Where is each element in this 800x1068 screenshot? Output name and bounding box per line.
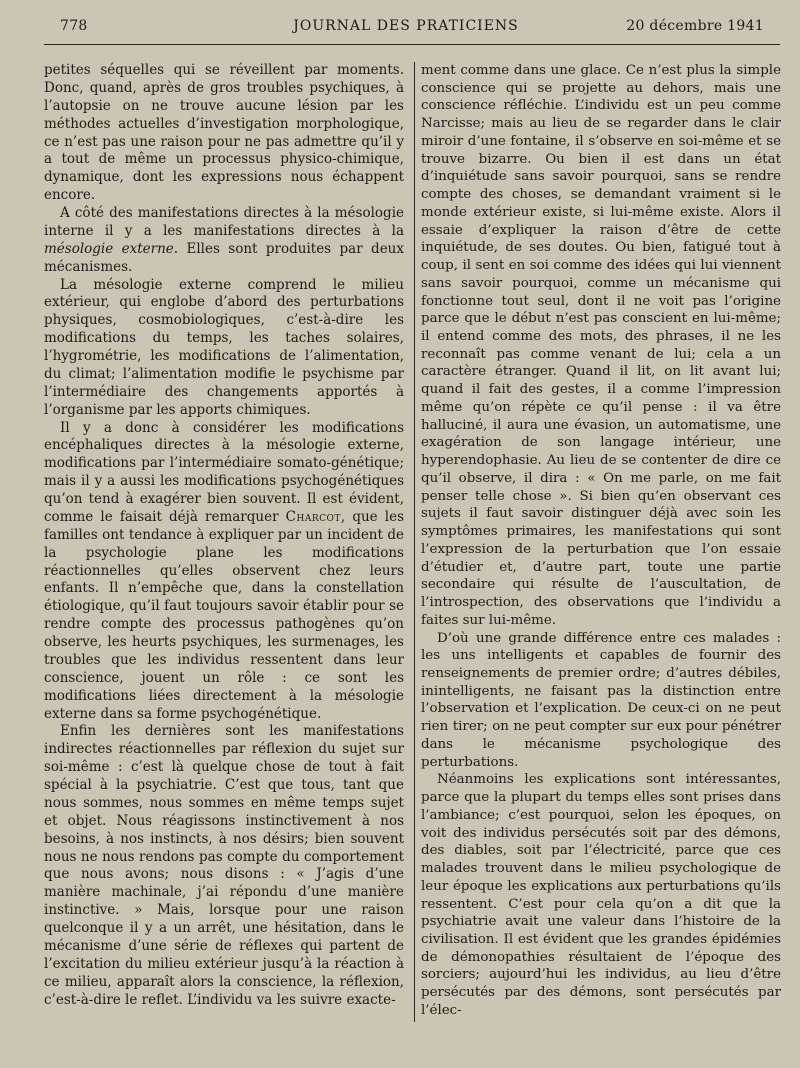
emphasis-term: mésologie externe.	[44, 240, 179, 257]
paragraph-text: A côté des manifestations directes à la mésologie interne il y a les manifestations directes à la	[44, 205, 404, 239]
issue-date: 20 décembre 1941	[626, 18, 764, 34]
journal-title: JOURNAL DES PRATICIENS	[293, 18, 519, 34]
paragraph: Enfin les dernières sont les manifestations indirectes réactionnelles par réflexion du sujet sur soi-même : c’est là quelque chose de tout à fait spécial à la psychiatrie. C’est que tous, tant que nous sommes, nous sommes en même temps sujet et objet. Nous réagissons instinctivement à nos besoins, à nos instincts, à nos désirs; bien souvent nous ne nous rendons pas compte du comportement que nous avons; nous disons : « J’agis d’une manière machinale, j’ai répondu d’une manière instinctive. » Mais, lorsque pour une raison quelconque il y a un arrêt, une hésitation, dans le mécanisme d’une série de réflexes qui partent de l’excitation du milieu extérieur jusqu’à la réaction à ce milieu, apparaît alors la conscience, la réflexion, c’est-à-dire le reflet. L’individu va les suivre exacte-	[44, 723, 404, 1008]
page-number: 778	[60, 18, 88, 34]
paragraph-text: Elles sont produites par deux mécanismes.	[44, 240, 404, 275]
paragraph-text: , que les familles ont tendance à expliquer par un incident de la psychologie plane les modifications réactionnelles qu’elles observent chez leurs enfants. Il n’empêche que, dans la constellation étiologique, qu’il faut toujours savoir établir pour se rendre compte des processus pathogènes qu’on observe, les heurts psychiques, les surmenages, les troubles que les individus ressentent dans leur conscience, jouent un rôle : ce sont les modifications liées directement à la mésologie externe dans sa forme psychogénétique.	[44, 508, 404, 722]
right-column	[421, 62, 781, 1022]
paragraph: Néanmoins les explications sont intéressantes, parce que la plupart du temps elles sont prises dans l’ambiance; c’est pourquoi, selon les époques, on voit des individus persécutés soit par des démons, des diables, soit par l’électricité, parce que ces malades trouvent dans le milieu psychologique de leur époque les explications aux perturbations qu’ils ressentent. C’est pour cela qu’on a dit que la psychiatrie avait une valeur dans l’histoire de la civilisation. Il est évident que les grandes épidémies de démonopathies résultaient de l’époque des sorciers; aujourd’hui les individus, au lieu d’être persécutés par des démons, sont persécutés par l’élec-	[421, 772, 781, 1018]
left-column	[44, 62, 404, 1022]
paragraph: La mésologie externe comprend le milieu extérieur, qui englobe d’abord des perturbations physiques, cosmobiologiques, c’est-à-dire les modifications du temps, les taches solaires, l’hygrométrie, les modifications de l’alimentation, du climat; l’alimentation modifie le psychisme par l’intermédiaire des changements apportés à l’organisme par les apports chimiques.	[44, 276, 404, 418]
paragraph	[44, 205, 404, 277]
paragraph	[44, 420, 404, 724]
paragraph-text: Il y a donc à considérer les modifications encéphaliques directes à la mésologie externe, modifications par l’intermédiaire somato-génétique; mais il y a aussi les modifications psychogénétiques qu’on tend à exagérer bien souvent. Il est évident, comme le faisait déjà remarquer	[44, 419, 404, 525]
column-divider	[414, 62, 415, 1022]
header-rule	[44, 44, 780, 45]
paragraph: petites séquelles qui se réveillent par moments. Donc, quand, après de gros troubles psychiques, à l’autopsie on ne trouve aucune lésion par les méthodes actuelles d’investigation morphologique, ce n’est pas une raison pour ne pas admettre qu’il y a tout de même un processus physico-chimique, dynamique, dont les expressions nous échappent encore.	[44, 62, 404, 204]
page-header	[48, 18, 764, 40]
author-name: Charcot	[285, 508, 341, 525]
paragraph: ment comme dans une glace. Ce n’est plus la simple conscience qui se projette au dehors, mais une conscience réfléchie. L’individu est un peu comme Narcisse; mais au lieu de se regarder dans le clair miroir d’une fontaine, il s’observe en soi-même et se trouve bizarre. Ou bien il est dans un état d’inquiétude sans savoir pourquoi, sans se rendre compte des choses, se demandant vraiment si le monde extérieur existe, si lui-même existe. Alors il essaie d’expliquer la raison d’être de cette inquiétude, de ses doutes. Ou bien, fatigué tout à coup, il sent en soi comme des idées qui lui viennent sans savoir pourquoi, comme un mécanisme qui fonctionne tout seul, dont il ne voit pas l’origine parce que le début n’est pas conscient en lui-même; il entend comme des mots, des phrases, il ne les reconnaît pas comme venant de lui; cela a un caractère étranger. Quand il lit, on lit avant lui; quand il fait des gestes, il a comme l’impression même qu’on répète ce qu’il pense : il va être halluciné, il aura une évasion, un automatisme, une exagération de son langage intérieur, une hyperendophasie. Au lieu de se contenter de dire ce qu’il observe, il dira : « On me parle, on me fait penser telle chose ». Si bien qu’en observant ces sujets il faut savoir distinguer déjà avec soin les symptômes primaires, les manifestations qui sont l’expression de la perturbation que l’on essaie d’étudier et, d’autre part, toute une partie secondaire qui résulte de l’auscultation, de l’introspection, des observations que l’individu a faites sur lui-même.	[421, 63, 781, 628]
paragraph: D’où une grande différence entre ces malades : les uns intelligents et capables de fournir des renseignements de premier ordre; d’autres débiles, inintelligents, ne faisant pas la distinction entre l’observation et l’explication. De ceux-ci on ne peut rien tirer; on ne peut compter sur eux pour pénétrer dans le mécanisme psychologique des perturbations.	[421, 630, 781, 770]
